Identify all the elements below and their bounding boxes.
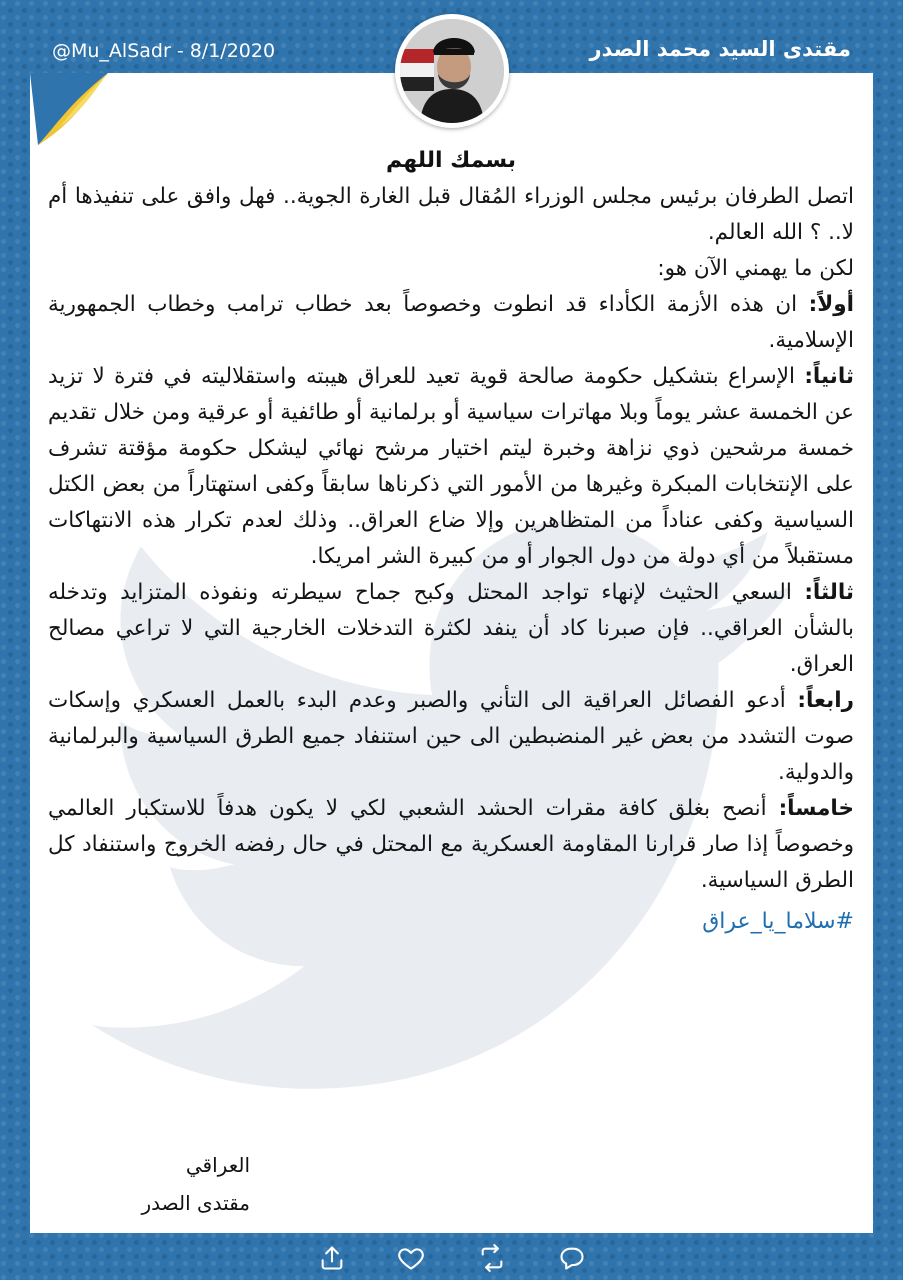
profile-avatar[interactable] <box>395 14 509 128</box>
paragraph-concern: لكن ما يهمني الآن هو: <box>657 256 854 281</box>
tweet-body <box>48 143 854 941</box>
signature-block <box>100 1146 250 1222</box>
person-icon <box>400 19 504 123</box>
paragraph-lead: ثانياً: <box>804 364 854 389</box>
account-handle-date: @Mu_AlSadr - 8/1/2020 <box>52 40 276 62</box>
paragraph-lead: خامساً: <box>778 796 854 821</box>
reply-icon[interactable] <box>558 1244 586 1272</box>
hashtag-link[interactable]: #سلاما_يا_عراق <box>702 909 854 934</box>
paragraph-lead: رابعاً: <box>797 688 854 713</box>
share-icon[interactable] <box>318 1244 346 1272</box>
page-curl-icon <box>30 73 110 153</box>
tweet-title: بسمك اللهم <box>385 148 517 173</box>
avatar-photo <box>400 19 504 123</box>
paragraph-intro: اتصل الطرفان برئيس مجلس الوزراء المُقال قبل الغارة الجوية.. فهل وافق على تنفيذها أم لا.. ؟ الله العالم. <box>48 184 854 245</box>
paragraph-fifth: خامساً: أنصح بغلق كافة مقرات الحشد الشعبي لكي لا يكون هدفاً للاستكبار العالمي وخصوصاً إذا صار قرارنا المقاومة العسكرية مع المحتل في حال رفضه الخروج واستنفاد كل الطرق السياسية. <box>48 796 854 893</box>
paragraph-lead: ثالثاً: <box>804 580 854 605</box>
paragraph-second: ثانياً: الإسراع بتشكيل حكومة صالحة قوية تعيد للعراق هيبته واستقلاليته في فترة لا تزيد عن الخمسة عشر يوماً وبلا مهاترات سياسية أو برلمانية أو طائفية أو عرقية ومن خلال تقديم خمسة مرشحين ذوي نزاهة وخبرة ليتم اختيار مرشح نهائي ليشكل حكومة مؤقتة تشرف على الإنتخابات المبكرة وغيرها من الأمور التي ذكرناها سابقاً وكفى استهتاراً من بعض الكتل السياسية وكفى عناداً من المتظاهرين وإلا ضاع العراق.. وذلك لعدم تكرار هذه الانتهاكات مستقبلاً من أي دولة من دول الجوار أو من كبيرة الشر امريكا. <box>48 364 854 569</box>
paragraph-third: ثالثاً: السعي الحثيث لإنهاء تواجد المحتل وكبح جماح سيطرته ونفوذه المتزايد وتدخله بالشأن العراقي.. فإن صبرنا كاد أن ينفد لكثرة التدخلات الخارجية التي لا تراعي مصالح العراق. <box>48 580 854 677</box>
tweet-actions <box>0 1240 903 1280</box>
signature-line: العراقي <box>185 1153 250 1177</box>
signature-line: مقتدى الصدر <box>141 1191 250 1215</box>
paragraph-lead: أولاً: <box>808 292 854 317</box>
account-name: مقتدى السيد محمد الصدر <box>589 37 851 61</box>
like-icon[interactable] <box>397 1244 425 1272</box>
paragraph-fourth: رابعاً: أدعو الفصائل العراقية الى التأني والصبر وعدم البدء بالعمل العسكري وإسكات صوت التشدد من بعض غير المنضبطين الى حين استنفاد جميع الطرق السياسية والبرلمانية والدولية. <box>48 688 854 785</box>
retweet-icon[interactable] <box>478 1244 506 1272</box>
paragraph-first: أولاً: ان هذه الأزمة الكأداء قد انطوت وخصوصاً بعد خطاب ترامب وخطاب الجمهورية الإسلامية. <box>48 292 854 353</box>
